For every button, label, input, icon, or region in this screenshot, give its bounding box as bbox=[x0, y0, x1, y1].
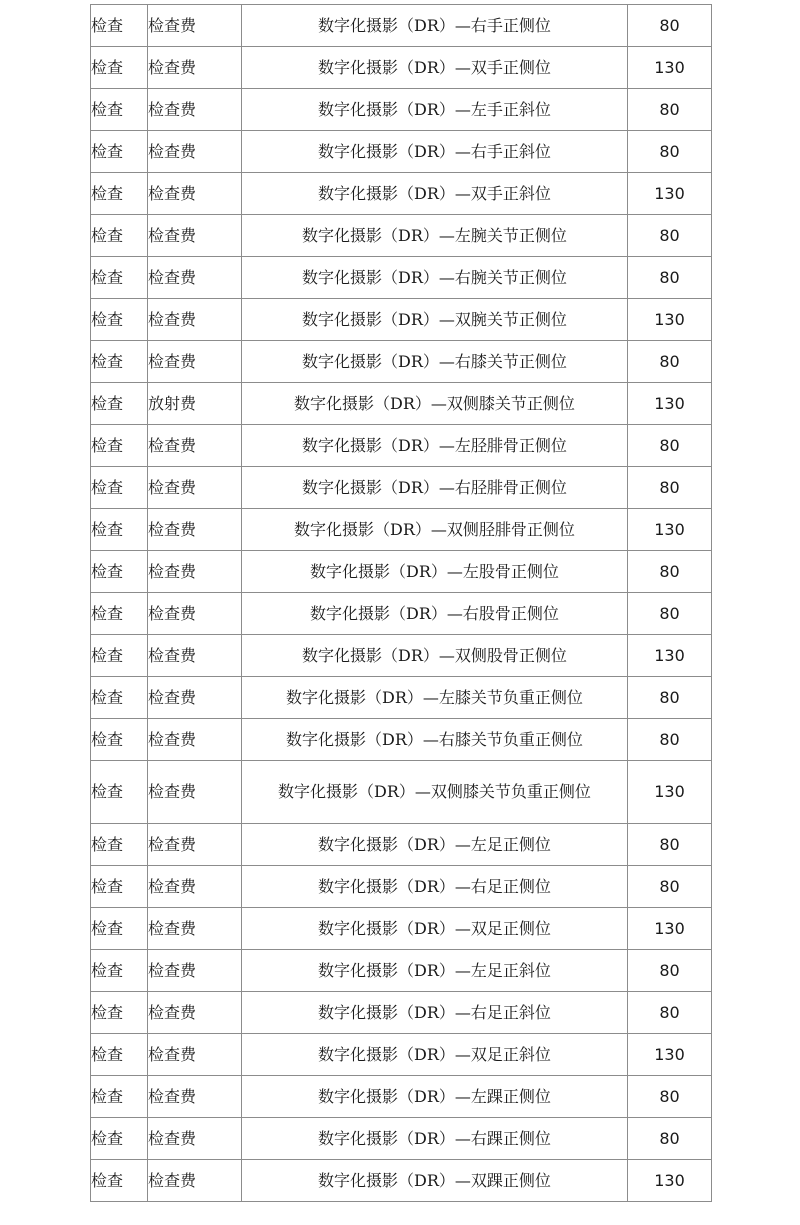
fee-type-cell: 检查费 bbox=[148, 992, 242, 1034]
category-cell: 检查 bbox=[91, 551, 148, 593]
category-cell: 检查 bbox=[91, 173, 148, 215]
category-cell: 检查 bbox=[91, 1034, 148, 1076]
item-name-cell: 数字化摄影（DR）—右足正侧位 bbox=[242, 866, 628, 908]
item-name-cell: 数字化摄影（DR）—左胫腓骨正侧位 bbox=[242, 425, 628, 467]
item-name-cell: 数字化摄影（DR）—双腕关节正侧位 bbox=[242, 299, 628, 341]
table-row bbox=[91, 1034, 712, 1076]
price-cell: 80 bbox=[628, 824, 712, 866]
table-row bbox=[91, 467, 712, 509]
fee-type-cell: 检查费 bbox=[148, 467, 242, 509]
category-cell: 检查 bbox=[91, 257, 148, 299]
price-cell: 80 bbox=[628, 131, 712, 173]
table-row bbox=[91, 950, 712, 992]
item-name-cell: 数字化摄影（DR）—双侧膝关节负重正侧位 bbox=[242, 761, 628, 824]
item-name-cell: 数字化摄影（DR）—右手正侧位 bbox=[242, 5, 628, 47]
item-name-cell: 数字化摄影（DR）—双侧胫腓骨正侧位 bbox=[242, 509, 628, 551]
table-row bbox=[91, 215, 712, 257]
fee-type-cell: 检查费 bbox=[148, 551, 242, 593]
item-name-cell: 数字化摄影（DR）—双手正侧位 bbox=[242, 47, 628, 89]
category-cell: 检查 bbox=[91, 5, 148, 47]
table-row bbox=[91, 719, 712, 761]
category-cell: 检查 bbox=[91, 1118, 148, 1160]
item-name-cell: 数字化摄影（DR）—左腕关节正侧位 bbox=[242, 215, 628, 257]
table-row bbox=[91, 257, 712, 299]
fee-type-cell: 检查费 bbox=[148, 89, 242, 131]
fee-type-cell: 检查费 bbox=[148, 1118, 242, 1160]
price-cell: 130 bbox=[628, 509, 712, 551]
table-row bbox=[91, 383, 712, 425]
item-name-cell: 数字化摄影（DR）—右腕关节正侧位 bbox=[242, 257, 628, 299]
table-row bbox=[91, 1160, 712, 1202]
item-name-cell: 数字化摄影（DR）—右膝关节负重正侧位 bbox=[242, 719, 628, 761]
price-cell: 130 bbox=[628, 908, 712, 950]
item-name-cell: 数字化摄影（DR）—右踝正侧位 bbox=[242, 1118, 628, 1160]
price-cell: 130 bbox=[628, 299, 712, 341]
item-name-cell: 数字化摄影（DR）—左膝关节负重正侧位 bbox=[242, 677, 628, 719]
table-row bbox=[91, 761, 712, 824]
category-cell: 检查 bbox=[91, 1160, 148, 1202]
price-cell: 80 bbox=[628, 467, 712, 509]
category-cell: 检查 bbox=[91, 47, 148, 89]
price-cell: 130 bbox=[628, 173, 712, 215]
price-cell: 80 bbox=[628, 89, 712, 131]
item-name-cell: 数字化摄影（DR）—右膝关节正侧位 bbox=[242, 341, 628, 383]
item-name-cell: 数字化摄影（DR）—左手正斜位 bbox=[242, 89, 628, 131]
table-row bbox=[91, 824, 712, 866]
fee-type-cell: 检查费 bbox=[148, 341, 242, 383]
fee-type-cell: 检查费 bbox=[148, 761, 242, 824]
category-cell: 检查 bbox=[91, 866, 148, 908]
item-name-cell: 数字化摄影（DR）—右股骨正侧位 bbox=[242, 593, 628, 635]
table-row bbox=[91, 593, 712, 635]
item-name-cell: 数字化摄影（DR）—双侧膝关节正侧位 bbox=[242, 383, 628, 425]
category-cell: 检查 bbox=[91, 992, 148, 1034]
price-cell: 130 bbox=[628, 1034, 712, 1076]
fee-type-cell: 检查费 bbox=[148, 950, 242, 992]
category-cell: 检查 bbox=[91, 383, 148, 425]
table-row bbox=[91, 299, 712, 341]
price-cell: 80 bbox=[628, 425, 712, 467]
price-cell: 80 bbox=[628, 551, 712, 593]
item-name-cell: 数字化摄影（DR）—右手正斜位 bbox=[242, 131, 628, 173]
fee-type-cell: 检查费 bbox=[148, 1076, 242, 1118]
table-row bbox=[91, 89, 712, 131]
price-cell: 130 bbox=[628, 383, 712, 425]
fee-type-cell: 检查费 bbox=[148, 908, 242, 950]
fee-type-cell: 检查费 bbox=[148, 425, 242, 467]
price-cell: 80 bbox=[628, 677, 712, 719]
table-row bbox=[91, 5, 712, 47]
item-name-cell: 数字化摄影（DR）—双足正斜位 bbox=[242, 1034, 628, 1076]
table-row bbox=[91, 509, 712, 551]
fee-type-cell: 检查费 bbox=[148, 47, 242, 89]
price-cell: 80 bbox=[628, 992, 712, 1034]
table-row bbox=[91, 425, 712, 467]
fee-type-cell: 放射费 bbox=[148, 383, 242, 425]
table-row bbox=[91, 131, 712, 173]
category-cell: 检查 bbox=[91, 950, 148, 992]
price-cell: 130 bbox=[628, 47, 712, 89]
item-name-cell: 数字化摄影（DR）—双足正侧位 bbox=[242, 908, 628, 950]
fee-type-cell: 检查费 bbox=[148, 173, 242, 215]
category-cell: 检查 bbox=[91, 719, 148, 761]
table-row bbox=[91, 1076, 712, 1118]
category-cell: 检查 bbox=[91, 635, 148, 677]
category-cell: 检查 bbox=[91, 89, 148, 131]
table-row bbox=[91, 866, 712, 908]
price-cell: 80 bbox=[628, 719, 712, 761]
category-cell: 检查 bbox=[91, 908, 148, 950]
fee-type-cell: 检查费 bbox=[148, 677, 242, 719]
category-cell: 检查 bbox=[91, 593, 148, 635]
category-cell: 检查 bbox=[91, 509, 148, 551]
item-name-cell: 数字化摄影（DR）—左足正侧位 bbox=[242, 824, 628, 866]
fee-table-body bbox=[91, 5, 712, 1202]
fee-type-cell: 检查费 bbox=[148, 635, 242, 677]
table-row bbox=[91, 908, 712, 950]
table-row bbox=[91, 635, 712, 677]
fee-type-cell: 检查费 bbox=[148, 215, 242, 257]
price-cell: 130 bbox=[628, 761, 712, 824]
price-cell: 130 bbox=[628, 635, 712, 677]
table-row bbox=[91, 677, 712, 719]
fee-type-cell: 检查费 bbox=[148, 824, 242, 866]
price-cell: 80 bbox=[628, 341, 712, 383]
fee-type-cell: 检查费 bbox=[148, 509, 242, 551]
fee-type-cell: 检查费 bbox=[148, 5, 242, 47]
item-name-cell: 数字化摄影（DR）—双侧股骨正侧位 bbox=[242, 635, 628, 677]
fee-type-cell: 检查费 bbox=[148, 866, 242, 908]
item-name-cell: 数字化摄影（DR）—右足正斜位 bbox=[242, 992, 628, 1034]
fee-type-cell: 检查费 bbox=[148, 1034, 242, 1076]
price-cell: 80 bbox=[628, 5, 712, 47]
price-cell: 130 bbox=[628, 1160, 712, 1202]
category-cell: 检查 bbox=[91, 467, 148, 509]
category-cell: 检查 bbox=[91, 824, 148, 866]
price-cell: 80 bbox=[628, 866, 712, 908]
price-cell: 80 bbox=[628, 1076, 712, 1118]
fee-type-cell: 检查费 bbox=[148, 1160, 242, 1202]
category-cell: 检查 bbox=[91, 1076, 148, 1118]
category-cell: 检查 bbox=[91, 425, 148, 467]
category-cell: 检查 bbox=[91, 299, 148, 341]
price-cell: 80 bbox=[628, 257, 712, 299]
price-cell: 80 bbox=[628, 215, 712, 257]
category-cell: 检查 bbox=[91, 215, 148, 257]
table-row bbox=[91, 173, 712, 215]
fee-type-cell: 检查费 bbox=[148, 131, 242, 173]
fee-type-cell: 检查费 bbox=[148, 257, 242, 299]
item-name-cell: 数字化摄影（DR）—双手正斜位 bbox=[242, 173, 628, 215]
table-row bbox=[91, 551, 712, 593]
table-row bbox=[91, 47, 712, 89]
category-cell: 检查 bbox=[91, 341, 148, 383]
price-cell: 80 bbox=[628, 593, 712, 635]
category-cell: 检查 bbox=[91, 677, 148, 719]
item-name-cell: 数字化摄影（DR）—左足正斜位 bbox=[242, 950, 628, 992]
fee-type-cell: 检查费 bbox=[148, 593, 242, 635]
price-cell: 80 bbox=[628, 1118, 712, 1160]
item-name-cell: 数字化摄影（DR）—左踝正侧位 bbox=[242, 1076, 628, 1118]
price-cell: 80 bbox=[628, 950, 712, 992]
category-cell: 检查 bbox=[91, 131, 148, 173]
fee-type-cell: 检查费 bbox=[148, 299, 242, 341]
item-name-cell: 数字化摄影（DR）—右胫腓骨正侧位 bbox=[242, 467, 628, 509]
fee-type-cell: 检查费 bbox=[148, 719, 242, 761]
table-row bbox=[91, 1118, 712, 1160]
item-name-cell: 数字化摄影（DR）—双踝正侧位 bbox=[242, 1160, 628, 1202]
table-row bbox=[91, 992, 712, 1034]
category-cell: 检查 bbox=[91, 761, 148, 824]
table-row bbox=[91, 341, 712, 383]
fee-table bbox=[90, 4, 712, 1202]
item-name-cell: 数字化摄影（DR）—左股骨正侧位 bbox=[242, 551, 628, 593]
